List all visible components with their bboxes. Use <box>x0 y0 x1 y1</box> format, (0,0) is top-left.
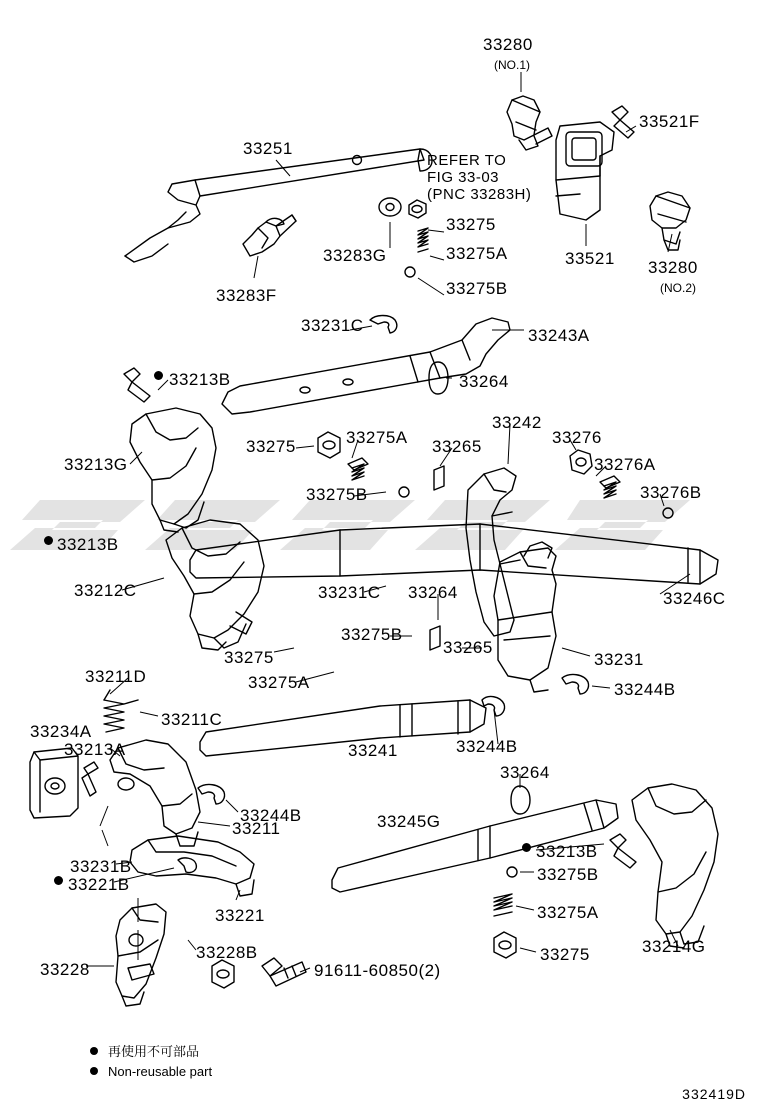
label-33214g: 33214G <box>642 937 706 956</box>
label-33283f: 33283F <box>216 286 277 305</box>
label-33243a: 33243A <box>528 326 590 345</box>
label-33234a: 33234A <box>30 722 92 741</box>
legend-row-en <box>90 1062 212 1082</box>
legend-bullet-jp <box>90 1047 98 1055</box>
legend-row-jp <box>90 1042 212 1062</box>
label-33275-c: 33275 <box>224 648 274 667</box>
label-33251: 33251 <box>243 139 293 158</box>
label-33275a-b: 33275A <box>346 428 408 447</box>
label-33221b: 33221B <box>68 875 130 894</box>
nonreusable-bullet-2 <box>44 536 53 545</box>
label-33275-b: 33275 <box>246 437 296 456</box>
label-33276a: 33276A <box>594 455 656 474</box>
refer-line-3: (PNC 33283H) <box>427 186 532 203</box>
label-33211c: 33211C <box>161 710 223 729</box>
refer-line-2: FIG 33-03 <box>427 169 500 186</box>
label-33280-no2: 33280 <box>648 258 698 277</box>
label-33275a-d: 33275A <box>537 903 599 922</box>
legend-text-jp: 再使用不可部品 <box>108 1044 200 1059</box>
label-91611-60850: 91611-60850(2) <box>314 961 441 980</box>
nonreusable-bullet-1 <box>154 371 163 380</box>
label-33211: 33211 <box>232 819 281 838</box>
label-33213b-c: 33213B <box>536 842 598 861</box>
label-33228: 33228 <box>40 960 90 979</box>
nonreusable-bullet-4 <box>54 876 63 885</box>
label-33211d: 33211D <box>85 667 147 686</box>
label-no2: (NO.2) <box>660 281 696 295</box>
label-33521: 33521 <box>565 249 615 268</box>
label-33275-d: 33275 <box>540 945 590 964</box>
label-33242: 33242 <box>492 413 542 432</box>
label-33276: 33276 <box>552 428 602 447</box>
label-33231b: 33231B <box>70 857 132 876</box>
label-no1: (NO.1) <box>494 58 530 72</box>
nonreusable-bullet-3 <box>522 843 531 852</box>
label-33241: 33241 <box>348 741 398 760</box>
refer-note <box>427 152 531 203</box>
label-33228b: 33228B <box>196 943 258 962</box>
label-33275b-d: 33275B <box>537 865 599 884</box>
label-33244b-a: 33244B <box>614 680 676 699</box>
label-33265-b: 33265 <box>443 638 493 657</box>
label-33213b-a: 33213B <box>169 370 231 389</box>
label-33244b-c: 33244B <box>240 806 302 825</box>
label-33276b: 33276B <box>640 483 702 502</box>
label-33221: 33221 <box>215 906 265 925</box>
legend-text-en: Non-reusable part <box>108 1064 213 1079</box>
label-33275b-b: 33275B <box>306 485 368 504</box>
label-33213g: 33213G <box>64 455 128 474</box>
label-33231: 33231 <box>594 650 644 669</box>
legend <box>90 1042 212 1082</box>
label-33283g: 33283G <box>323 246 387 265</box>
label-33246c: 33246C <box>663 589 726 608</box>
label-33275a-c: 33275A <box>248 673 310 692</box>
label-33264-b: 33264 <box>408 583 458 602</box>
refer-line-1: REFER TO <box>427 152 507 169</box>
label-33213a: 33213A <box>64 740 126 759</box>
label-33231c-b: 33231C <box>318 583 381 602</box>
label-33275a-a: 33275A <box>446 244 508 263</box>
label-33521f: 33521F <box>639 112 700 131</box>
label-33264-a: 33264 <box>459 372 509 391</box>
label-33275b-a: 33275B <box>446 279 508 298</box>
label-33275b-c: 33275B <box>341 625 403 644</box>
label-33275-a: 33275 <box>446 215 496 234</box>
label-33213b-b: 33213B <box>57 535 119 554</box>
legend-bullet-en <box>90 1067 98 1075</box>
label-33280-no1: 33280 <box>483 35 533 54</box>
label-33231c-a: 33231C <box>301 316 364 335</box>
label-33212c: 33212C <box>74 581 137 600</box>
figure-code: 332419D <box>682 1086 746 1102</box>
label-33265-a: 33265 <box>432 437 482 456</box>
label-33244b-b: 33244B <box>456 737 518 756</box>
label-33245g: 33245G <box>377 812 441 831</box>
label-33264-c: 33264 <box>500 763 550 782</box>
